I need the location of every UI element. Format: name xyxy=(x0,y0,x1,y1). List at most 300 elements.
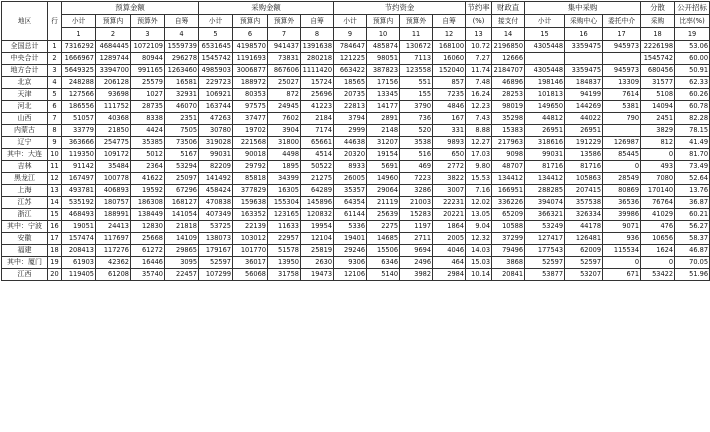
column-number: 8 xyxy=(301,28,334,41)
value-cell: 19154 xyxy=(367,149,400,161)
value-cell: 15.03 xyxy=(466,257,492,269)
value-cell: 163744 xyxy=(199,101,233,113)
table-body xyxy=(2,41,710,281)
value-cell: 46.87 xyxy=(675,245,710,257)
table-row xyxy=(2,221,710,233)
value-cell: 4305448 xyxy=(525,41,565,53)
value-cell: 82209 xyxy=(199,161,233,173)
value-cell: 0 xyxy=(603,257,641,269)
value-cell: 13950 xyxy=(268,257,301,269)
value-cell: 366321 xyxy=(525,209,565,221)
row-number-cell: 10 xyxy=(48,149,62,161)
value-cell: 13586 xyxy=(565,149,603,161)
value-cell: 535192 xyxy=(62,197,96,209)
value-cell: 5108 xyxy=(641,89,675,101)
value-cell: 493 xyxy=(641,161,675,173)
value-cell: 3538 xyxy=(400,137,433,149)
column-number: 14 xyxy=(492,28,525,41)
value-cell: 394074 xyxy=(525,197,565,209)
value-cell: 35298 xyxy=(492,113,525,125)
value-cell: 2275 xyxy=(367,221,400,233)
value-cell: 94199 xyxy=(565,89,603,101)
value-cell: 476 xyxy=(641,221,675,233)
value-cell: 13.05 xyxy=(466,209,492,221)
direct-pay-header: 接支付 xyxy=(492,15,525,28)
value-cell: 53.06 xyxy=(675,41,710,53)
value-cell: 407349 xyxy=(199,209,233,221)
value-cell: 36536 xyxy=(603,197,641,209)
value-cell: 56.27 xyxy=(675,221,710,233)
value-cell: 7235 xyxy=(433,89,466,101)
value-cell: 406893 xyxy=(96,185,131,197)
value-cell: 117276 xyxy=(96,245,131,257)
value-cell: 7614 xyxy=(603,89,641,101)
rate-unit-header: (%) xyxy=(466,15,492,28)
value-cell: 671 xyxy=(603,269,641,281)
value-cell: 25639 xyxy=(367,209,400,221)
value-cell: 16581 xyxy=(165,77,199,89)
region-cell: 浙江 xyxy=(2,209,48,221)
value-cell: 2891 xyxy=(367,113,400,125)
value-cell: 159638 xyxy=(233,197,268,209)
row-number-cell: 7 xyxy=(48,113,62,125)
value-cell: 51578 xyxy=(268,245,301,257)
value-cell: 206128 xyxy=(96,77,131,89)
value-cell: 52597 xyxy=(565,257,603,269)
value-cell: 3829 xyxy=(641,125,675,137)
value-cell: 12.27 xyxy=(466,137,492,149)
value-cell: 331 xyxy=(433,125,466,137)
row-number-cell: 5 xyxy=(48,89,62,101)
value-cell: 9306 xyxy=(334,257,367,269)
value-cell: 296278 xyxy=(165,53,199,65)
dispersed-group: 分散 xyxy=(641,2,675,15)
value-cell: 121225 xyxy=(334,53,367,65)
value-cell: 4046 xyxy=(433,245,466,257)
value-cell xyxy=(603,53,641,65)
value-cell: 468493 xyxy=(62,209,96,221)
table-row xyxy=(2,137,710,149)
value-cell: 8933 xyxy=(334,161,367,173)
region-cell: 江苏 xyxy=(2,197,48,209)
value-cell: 22457 xyxy=(165,269,199,281)
value-cell: 81716 xyxy=(525,161,565,173)
value-cell: 152040 xyxy=(433,65,466,77)
value-cell: 15383 xyxy=(492,125,525,137)
value-cell: 12830 xyxy=(131,221,165,233)
value-cell: 288285 xyxy=(525,185,565,197)
region-cell: 江西 xyxy=(2,269,48,281)
value-cell: 6346 xyxy=(367,257,400,269)
column-number: 10 xyxy=(367,28,400,41)
value-cell: 485874 xyxy=(367,41,400,53)
value-cell: 25579 xyxy=(131,77,165,89)
value-cell: 31758 xyxy=(268,269,301,281)
purchase-out-header: 预算外 xyxy=(268,15,301,28)
row-number-cell: 18 xyxy=(48,245,62,257)
value-cell: 177543 xyxy=(525,245,565,257)
region-cell: 北京 xyxy=(2,77,48,89)
value-cell: 4514 xyxy=(301,149,334,161)
value-cell: 41622 xyxy=(131,173,165,185)
value-cell: 117697 xyxy=(96,233,131,245)
procurement-statistics-table xyxy=(1,1,710,281)
region-cell: 内蒙古 xyxy=(2,125,48,137)
value-cell: 217963 xyxy=(492,137,525,149)
value-cell: 12.23 xyxy=(466,101,492,113)
value-cell: 52.64 xyxy=(675,173,710,185)
value-cell: 12666 xyxy=(492,53,525,65)
value-cell: 9098 xyxy=(492,149,525,161)
value-cell: 3904 xyxy=(268,125,301,137)
value-cell xyxy=(525,53,565,65)
value-cell: 42362 xyxy=(96,257,131,269)
value-cell: 24413 xyxy=(96,221,131,233)
value-cell: 2999 xyxy=(334,125,367,137)
value-cell: 111752 xyxy=(96,101,131,113)
value-cell: 134412 xyxy=(492,173,525,185)
value-cell: 2226198 xyxy=(641,41,675,53)
value-cell: 85818 xyxy=(233,173,268,185)
value-cell: 115534 xyxy=(603,245,641,257)
value-cell: 17156 xyxy=(367,77,400,89)
value-cell: 67296 xyxy=(165,185,199,197)
value-cell: 4846 xyxy=(433,101,466,113)
value-cell: 155 xyxy=(400,89,433,101)
value-cell: 15506 xyxy=(367,245,400,257)
value-cell: 319028 xyxy=(199,137,233,149)
value-cell: 56068 xyxy=(233,269,268,281)
value-cell: 22139 xyxy=(233,221,268,233)
region-cell: 安徽 xyxy=(2,233,48,245)
value-cell: 520 xyxy=(400,125,433,137)
value-cell: 60.00 xyxy=(675,53,710,65)
row-number-cell: 15 xyxy=(48,209,62,221)
value-cell: 31207 xyxy=(367,137,400,149)
value-cell: 469 xyxy=(400,161,433,173)
value-cell: 5336 xyxy=(334,221,367,233)
value-cell: 1895 xyxy=(268,161,301,173)
value-cell: 229723 xyxy=(199,77,233,89)
row-number-cell: 6 xyxy=(48,101,62,113)
table-row xyxy=(2,269,710,281)
value-cell: 9694 xyxy=(400,245,433,257)
value-cell: 47263 xyxy=(199,113,233,125)
value-cell: 79496 xyxy=(492,245,525,257)
value-cell: 58.37 xyxy=(675,233,710,245)
value-cell: 14094 xyxy=(641,101,675,113)
table-row xyxy=(2,77,710,89)
value-cell: 191229 xyxy=(565,137,603,149)
value-cell: 85445 xyxy=(603,149,641,161)
value-cell: 184837 xyxy=(565,77,603,89)
value-cell: 186556 xyxy=(62,101,96,113)
value-cell: 208413 xyxy=(62,245,96,257)
value-cell: 207415 xyxy=(565,185,603,197)
value-cell: 2196850 xyxy=(492,41,525,53)
value-cell: 22957 xyxy=(268,233,301,245)
value-cell: 3790 xyxy=(400,101,433,113)
value-cell: 80944 xyxy=(131,53,165,65)
region-cell: 河北 xyxy=(2,101,48,113)
value-cell: 3394700 xyxy=(96,65,131,77)
value-cell: 248288 xyxy=(62,77,96,89)
value-cell: 7.43 xyxy=(466,113,492,125)
value-cell: 48707 xyxy=(492,161,525,173)
value-cell: 91142 xyxy=(62,161,96,173)
row-number-cell: 14 xyxy=(48,197,62,209)
region-cell: 地方合计 xyxy=(2,65,48,77)
value-cell: 82.28 xyxy=(675,113,710,125)
region-cell: 其中：厦门 xyxy=(2,257,48,269)
value-cell: 52597 xyxy=(199,257,233,269)
table-row xyxy=(2,125,710,137)
value-cell: 3007 xyxy=(433,185,466,197)
value-cell: 1263460 xyxy=(165,65,199,77)
table-row xyxy=(2,41,710,53)
value-cell: 5691 xyxy=(367,161,400,173)
value-cell: 36.87 xyxy=(675,197,710,209)
value-cell: 1191693 xyxy=(233,53,268,65)
value-cell: 4424 xyxy=(131,125,165,137)
value-cell: 19401 xyxy=(334,233,367,245)
value-cell: 109172 xyxy=(96,149,131,161)
value-cell: 7113 xyxy=(400,53,433,65)
value-cell: 20221 xyxy=(433,209,466,221)
value-cell: 31800 xyxy=(268,137,301,149)
value-cell: 29792 xyxy=(233,161,268,173)
row-number-cell: 1 xyxy=(48,41,62,53)
value-cell: 24945 xyxy=(268,101,301,113)
value-cell: 20841 xyxy=(492,269,525,281)
value-cell: 387823 xyxy=(367,65,400,77)
value-cell: 16060 xyxy=(433,53,466,65)
region-cell: 黑龙江 xyxy=(2,173,48,185)
region-column-header: 地区 xyxy=(2,2,48,41)
row-number-cell: 11 xyxy=(48,161,62,173)
value-cell: 53294 xyxy=(165,161,199,173)
column-number: 16 xyxy=(565,28,603,41)
value-cell: 0 xyxy=(603,161,641,173)
table-row xyxy=(2,53,710,65)
budget-in-header: 预算内 xyxy=(96,15,131,28)
value-cell: 6531645 xyxy=(199,41,233,53)
value-cell: 9071 xyxy=(603,221,641,233)
column-number-row xyxy=(2,28,710,41)
value-cell: 41029 xyxy=(641,209,675,221)
value-cell: 14685 xyxy=(367,233,400,245)
value-cell: 64289 xyxy=(301,185,334,197)
value-cell: 168100 xyxy=(433,41,466,53)
value-cell: 3982 xyxy=(400,269,433,281)
value-cell: 70.05 xyxy=(675,257,710,269)
value-cell: 15724 xyxy=(301,77,334,89)
value-cell: 25097 xyxy=(165,173,199,185)
value-cell: 98019 xyxy=(492,101,525,113)
value-cell: 16305 xyxy=(268,185,301,197)
row-number-cell: 4 xyxy=(48,77,62,89)
value-cell: 8338 xyxy=(131,113,165,125)
value-cell: 377829 xyxy=(233,185,268,197)
value-cell: 26951 xyxy=(525,125,565,137)
value-cell: 12106 xyxy=(334,269,367,281)
value-cell: 21850 xyxy=(96,125,131,137)
value-cell: 1197 xyxy=(400,221,433,233)
value-cell: 2496 xyxy=(400,257,433,269)
value-cell: 93698 xyxy=(96,89,131,101)
value-cell: 60.78 xyxy=(675,101,710,113)
value-cell: 5012 xyxy=(131,149,165,161)
region-cell: 天津 xyxy=(2,89,48,101)
region-cell: 吉林 xyxy=(2,161,48,173)
region-cell: 中央合计 xyxy=(2,53,48,65)
column-number: 13 xyxy=(466,28,492,41)
central-agency-header: 委托中介 xyxy=(603,15,641,28)
row-number-cell: 8 xyxy=(48,125,62,137)
value-cell: 81.70 xyxy=(675,149,710,161)
value-cell: 51.96 xyxy=(675,269,710,281)
value-cell: 36017 xyxy=(233,257,268,269)
value-cell: 22813 xyxy=(334,101,367,113)
value-cell: 64354 xyxy=(334,197,367,209)
public-ratio-header: 比率(%) xyxy=(675,15,710,28)
value-cell: 123558 xyxy=(400,65,433,77)
table-row xyxy=(2,101,710,113)
value-cell: 53207 xyxy=(565,269,603,281)
value-cell: 221568 xyxy=(233,137,268,149)
row-number-cell: 17 xyxy=(48,233,62,245)
table-row xyxy=(2,149,710,161)
table-row xyxy=(2,209,710,221)
column-number: 3 xyxy=(131,28,165,41)
value-cell: 37477 xyxy=(233,113,268,125)
value-cell: 867606 xyxy=(268,65,301,77)
value-cell: 35740 xyxy=(131,269,165,281)
value-cell: 15283 xyxy=(400,209,433,221)
value-cell: 19592 xyxy=(131,185,165,197)
value-cell: 516 xyxy=(400,149,433,161)
value-cell: 34399 xyxy=(268,173,301,185)
column-number: 9 xyxy=(334,28,367,41)
value-cell: 105863 xyxy=(565,173,603,185)
value-cell: 53725 xyxy=(199,221,233,233)
value-cell: 19473 xyxy=(301,269,334,281)
value-cell: 101813 xyxy=(525,89,565,101)
value-cell: 363666 xyxy=(62,137,96,149)
table-row xyxy=(2,257,710,269)
value-cell: 16.24 xyxy=(466,89,492,101)
value-cell: 31577 xyxy=(641,77,675,89)
region-cell: 上海 xyxy=(2,185,48,197)
value-cell: 11633 xyxy=(268,221,301,233)
table-row xyxy=(2,233,710,245)
value-cell: 25696 xyxy=(301,89,334,101)
value-cell: 53877 xyxy=(525,269,565,281)
value-cell: 22231 xyxy=(433,197,466,209)
value-cell: 127417 xyxy=(525,233,565,245)
value-cell: 3286 xyxy=(400,185,433,197)
value-cell: 280218 xyxy=(301,53,334,65)
value-cell: 8.88 xyxy=(466,125,492,137)
value-cell: 73506 xyxy=(165,137,199,149)
value-cell: 3006877 xyxy=(233,65,268,77)
savings-out-header: 预算外 xyxy=(400,15,433,28)
sub-header-row xyxy=(2,15,710,28)
value-cell: 458424 xyxy=(199,185,233,197)
value-cell: 4198570 xyxy=(233,41,268,53)
value-cell: 20735 xyxy=(334,89,367,101)
value-cell: 101770 xyxy=(233,245,268,257)
column-number: 11 xyxy=(400,28,433,41)
value-cell: 3822 xyxy=(433,173,466,185)
value-cell: 357538 xyxy=(565,197,603,209)
row-number-column-header: 行 xyxy=(48,2,62,41)
value-cell: 51057 xyxy=(62,113,96,125)
value-cell: 13309 xyxy=(603,77,641,89)
value-cell: 9893 xyxy=(433,137,466,149)
value-cell: 2005 xyxy=(433,233,466,245)
value-cell: 141054 xyxy=(165,209,199,221)
purchase-amount-group: 采购金额 xyxy=(199,2,334,15)
value-cell: 21119 xyxy=(367,197,400,209)
value-cell: 663422 xyxy=(334,65,367,77)
value-cell: 1289744 xyxy=(96,53,131,65)
value-cell: 318616 xyxy=(525,137,565,149)
value-cell: 123165 xyxy=(268,209,301,221)
value-cell: 44638 xyxy=(334,137,367,149)
value-cell: 2364 xyxy=(131,161,165,173)
value-cell: 46070 xyxy=(165,101,199,113)
value-cell: 97575 xyxy=(233,101,268,113)
value-cell: 680456 xyxy=(641,65,675,77)
value-cell: 493781 xyxy=(62,185,96,197)
value-cell: 29064 xyxy=(367,185,400,197)
value-cell: 188972 xyxy=(233,77,268,89)
value-cell: 5140 xyxy=(367,269,400,281)
savings-group: 节约资金 xyxy=(334,2,466,15)
value-cell: 5649325 xyxy=(62,65,96,77)
value-cell: 26951 xyxy=(565,125,603,137)
table-row xyxy=(2,245,710,257)
value-cell: 130672 xyxy=(400,41,433,53)
column-number: 2 xyxy=(96,28,131,41)
region-cell: 全国总计 xyxy=(2,41,48,53)
value-cell: 120832 xyxy=(301,209,334,221)
purchase-in-header: 预算内 xyxy=(233,15,268,28)
value-cell: 13.76 xyxy=(675,185,710,197)
value-cell: 145896 xyxy=(301,197,334,209)
value-cell: 2711 xyxy=(400,233,433,245)
value-cell: 3359475 xyxy=(565,41,603,53)
value-cell: 53249 xyxy=(525,221,565,233)
value-cell: 551 xyxy=(400,77,433,89)
value-cell: 119350 xyxy=(62,149,96,161)
value-cell: 127566 xyxy=(62,89,96,101)
column-number: 19 xyxy=(675,28,710,41)
value-cell: 650 xyxy=(433,149,466,161)
value-cell: 7174 xyxy=(301,125,334,137)
value-cell: 2984 xyxy=(433,269,466,281)
value-cell: 28549 xyxy=(603,173,641,185)
value-cell: 13345 xyxy=(367,89,400,101)
row-number-cell: 19 xyxy=(48,257,62,269)
column-number: 6 xyxy=(233,28,268,41)
value-cell: 35484 xyxy=(96,161,131,173)
value-cell: 33779 xyxy=(62,125,96,137)
value-cell: 0 xyxy=(641,149,675,161)
value-cell: 126481 xyxy=(565,233,603,245)
value-cell: 790 xyxy=(603,113,641,125)
